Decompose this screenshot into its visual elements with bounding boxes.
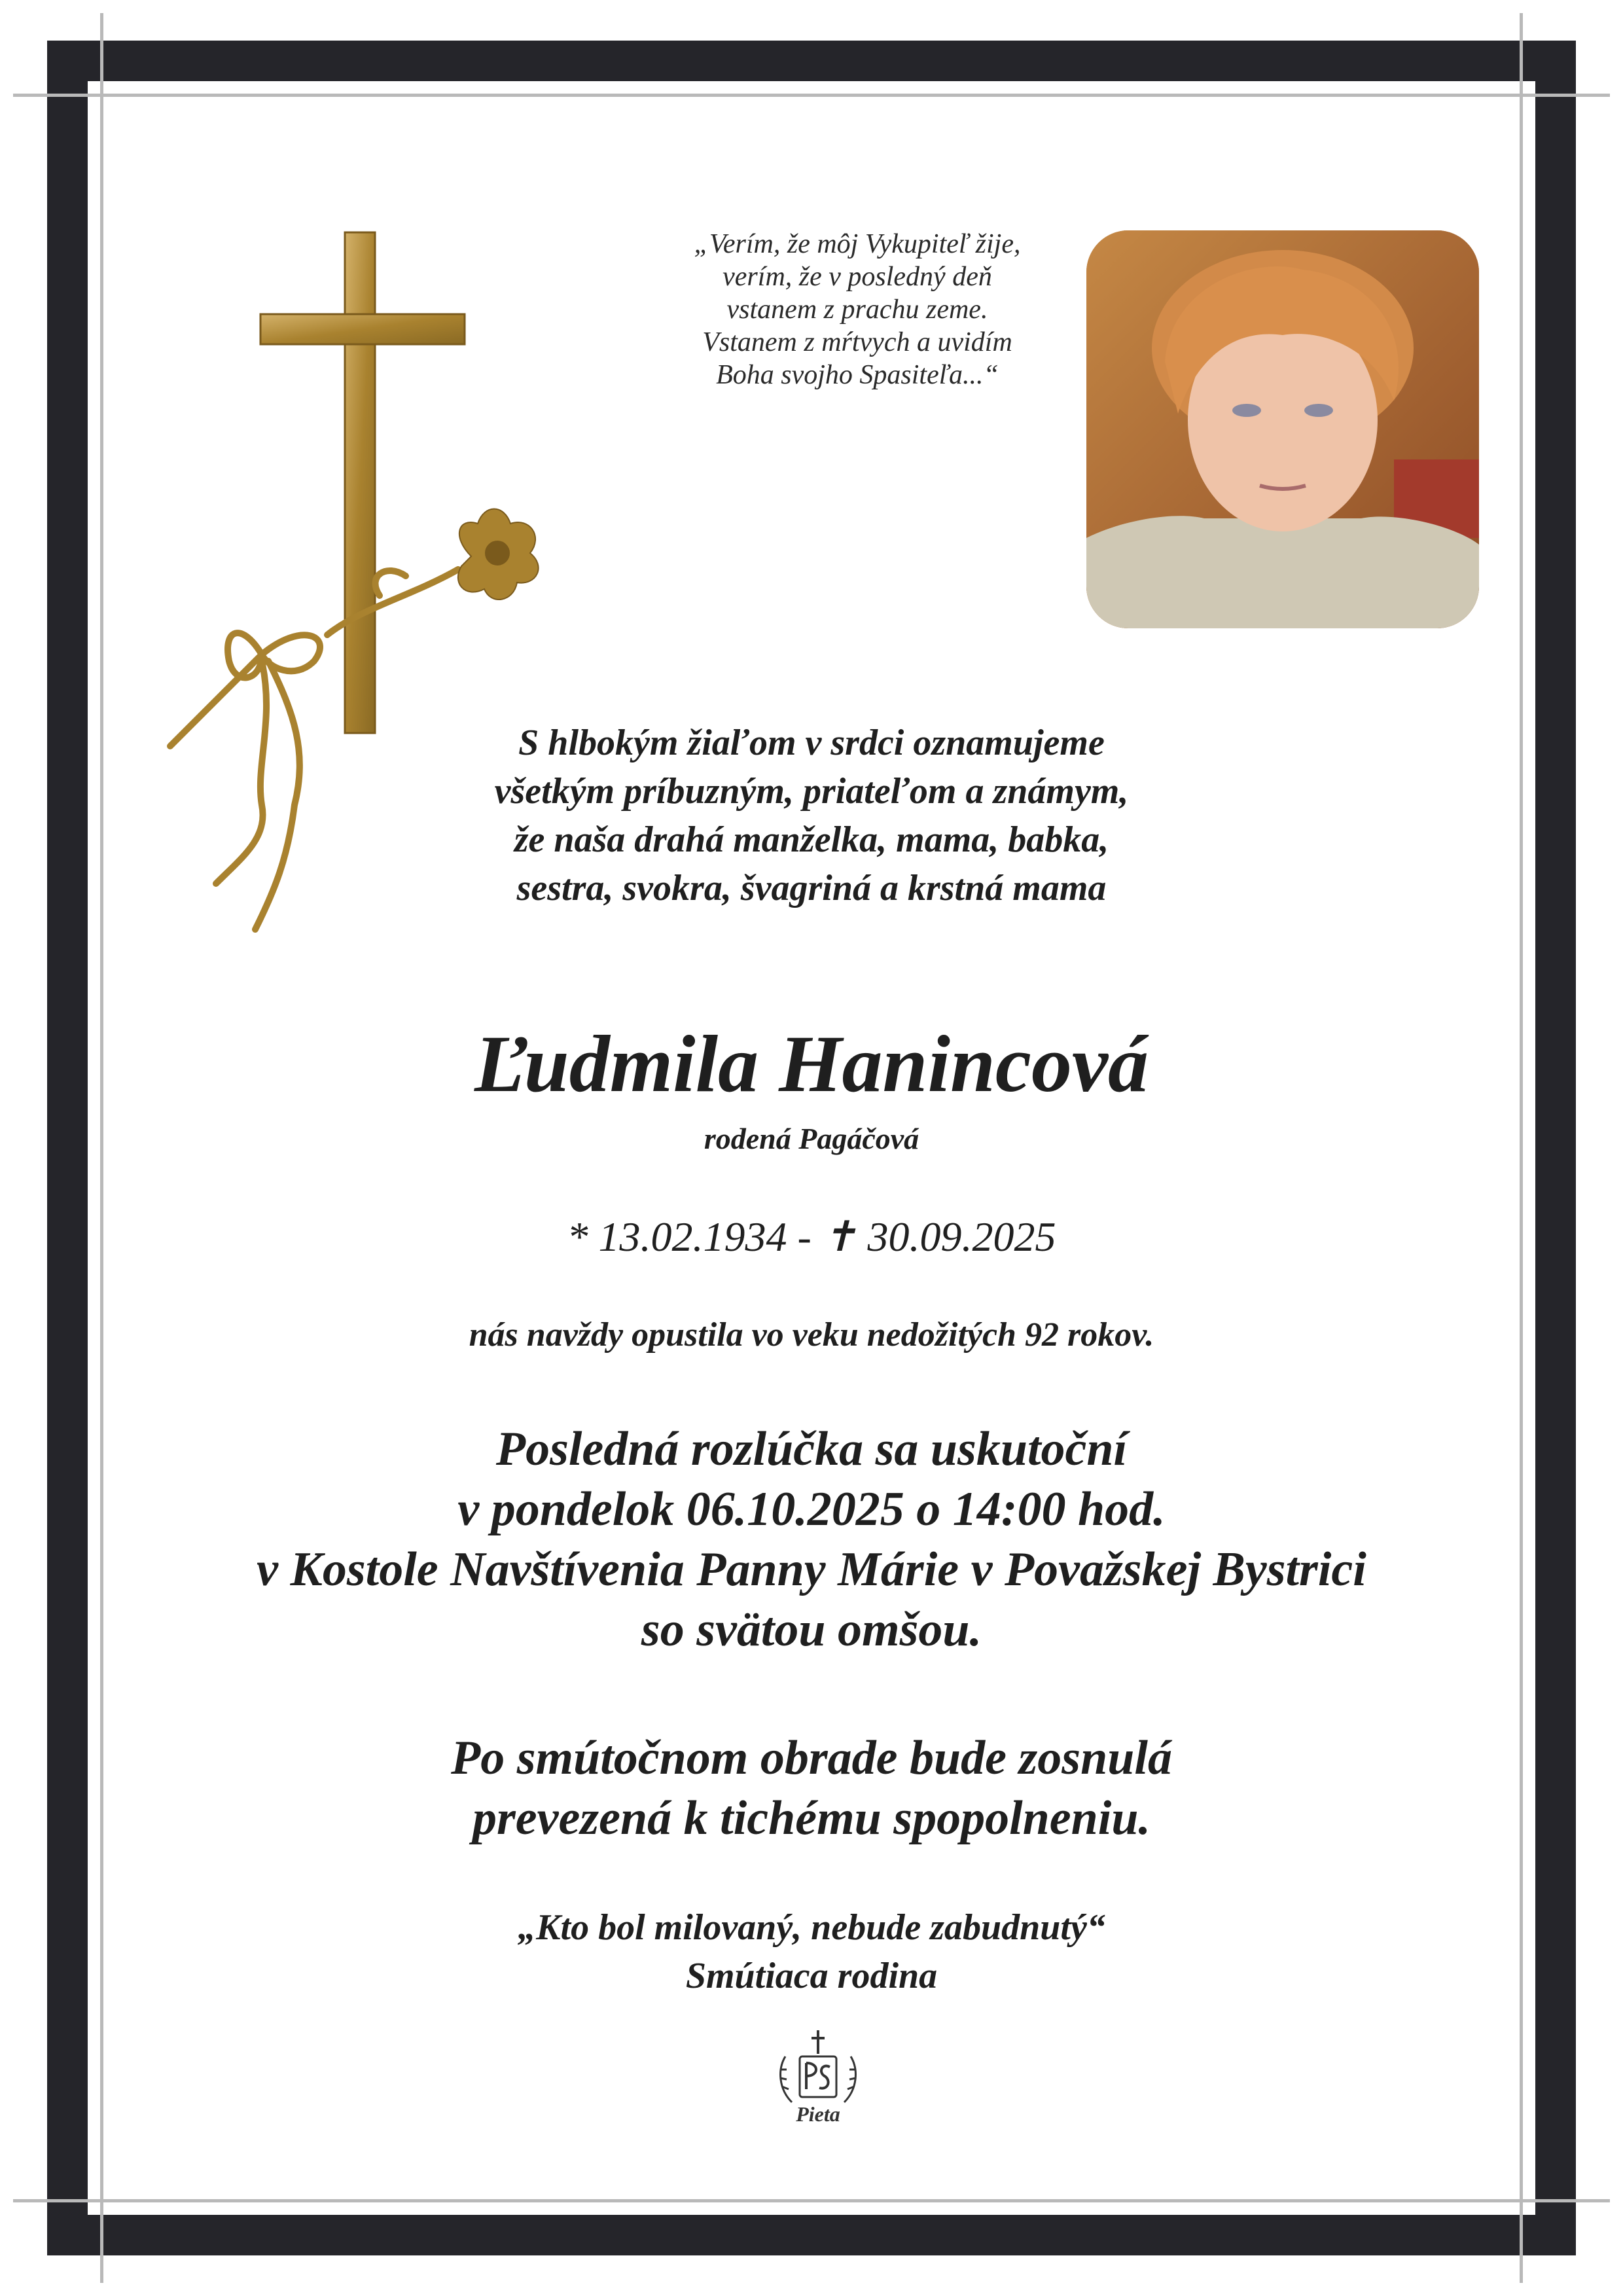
age-text: nás navždy opustila vo veku nedožitých 92 rokov. <box>469 1316 1154 1354</box>
portrait-photo <box>1086 230 1479 628</box>
verse-line: Boha svojho Spasiteľa...“ <box>716 360 999 390</box>
cremation-line: Po smútočnom obrade bude zosnulá <box>451 1731 1172 1785</box>
verse-line: verím, že v posledný deň <box>722 262 992 292</box>
scripture-verse <box>589 228 1126 391</box>
border-bottom <box>47 2215 1576 2255</box>
family-signature: Smútiaca rodina <box>685 1956 938 1996</box>
pieta-logo-text: Pieta <box>796 2102 840 2126</box>
life-dates <box>0 1212 1623 1262</box>
announcement-line: všetkým príbuzným, priateľom a známym, <box>494 771 1129 812</box>
ceremony-line: Posledná rozlúčka sa uskutoční <box>495 1422 1128 1476</box>
portrait-icon <box>1086 230 1479 628</box>
border-top <box>47 41 1576 81</box>
announcement-line: sestra, svokra, švagriná a krstná mama <box>516 868 1107 908</box>
flower-icon <box>458 509 539 600</box>
verse-line: Vstanem z mŕtvych a uvidím <box>702 327 1012 357</box>
announcement-line: že naša drahá manželka, mama, babka, <box>514 819 1109 860</box>
death-date: 30.09.2025 <box>867 1213 1056 1260</box>
date-separator: - <box>797 1213 812 1260</box>
announcement-line: S hlbokým žiaľom v srdci oznamujeme <box>518 723 1105 763</box>
guide-line-bottom <box>13 2199 1610 2202</box>
cremation-info <box>0 1728 1623 1848</box>
ceremony-info <box>0 1419 1623 1660</box>
closing-motto: „Kto bol milovaný, nebude zabudnutý“ <box>518 1907 1105 1948</box>
death-cross-icon: ✝ <box>821 1213 857 1260</box>
announcement-text <box>0 719 1623 912</box>
cremation-line: prevezená k tichému spopolneniu. <box>472 1791 1151 1845</box>
guide-line-top <box>13 94 1610 97</box>
birth-mark: * <box>567 1213 588 1260</box>
ceremony-line: so svätou omšou. <box>641 1603 982 1657</box>
ceremony-line: v Kostole Navštívenia Panny Márie v Považskej Bystrici <box>257 1543 1366 1596</box>
verse-line: vstanem z prachu zeme. <box>726 295 988 325</box>
verse-line: „Verím, že môj Vykupiteľ žije, <box>694 229 1021 259</box>
birth-date: 13.02.1934 <box>598 1213 787 1260</box>
deceased-name: Ľudmila Hanincová <box>474 1019 1149 1109</box>
maiden-name: rodená Pagáčová <box>704 1122 919 1155</box>
ceremony-line: v pondelok 06.10.2025 o 14:00 hod. <box>457 1482 1166 1536</box>
